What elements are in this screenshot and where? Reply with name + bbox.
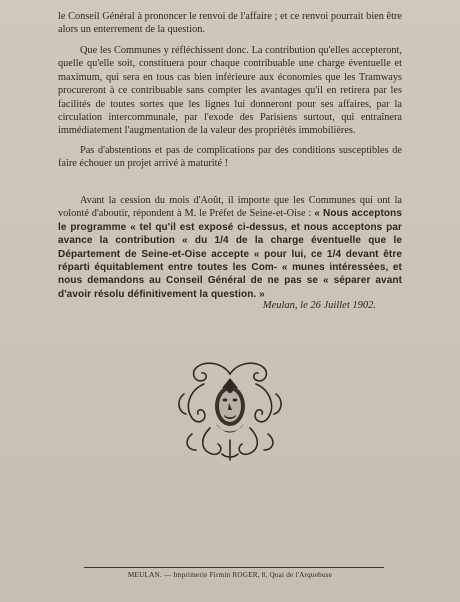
paragraph-4 — [58, 194, 402, 301]
paragraph-1: le Conseil Général à prononcer le renvoi de l'affaire ; et ce renvoi pourrait bien être alors un enterrement de la question. — [58, 11, 402, 36]
paragraph-4-intro: Avant la cession du mois d'Août, il importe que les Communes qui ont la volonté d'aboutir, répondent à M. le Préfet de Seine-et-Oise : — [58, 195, 402, 220]
mascaron-ornament-icon — [170, 354, 290, 464]
footer-rule — [84, 567, 384, 568]
paragraph-3: Pas d'abstentions et pas de complications par des conditions susceptibles de faire échouer un projet arrivé à maturité ! — [58, 145, 402, 170]
paragraph-2: Que les Communes y réfléchissent donc. La contribution qu'elles accepteront, quelle qu'elle soit, constituera pour chaque contribuable une charge éventuelle et maximum, qui sera en tous cas bien inférieure aux économies que les Tramways procureront à ce contribuable sans compter les avantages qu'il en retirera par les facilités de toutes sortes que les lignes lui donneront pour ses affaires, par la circulation intercommunale, par l'exode des Parisiens surtout, qui entraînera immédiatement l'augmentation de la valeur des propriétés immobilières. — [58, 45, 402, 137]
signature-date: Meulan, le 26 Juillet 1902. — [262, 300, 376, 311]
paragraph-4-quote: « Nous acceptons le programme « tel qu'il est exposé ci-dessus, et nous acceptons par avance la contribution « du 1/4 de la charge éventuelle que le Département de Seine-et-Oise accepte « pour lui, ce 1/4 devant être réparti équitablement entre toutes les Com- « munes intéressées, et nous demandons au Conseil Général de ne pas se « séparer avant d'avoir résolu définitivement la question. » — [58, 208, 402, 300]
printer-footer: MEULAN. — Imprimerie Firmin ROGER, 8, Quai de l'Arquebuse — [127, 571, 333, 579]
